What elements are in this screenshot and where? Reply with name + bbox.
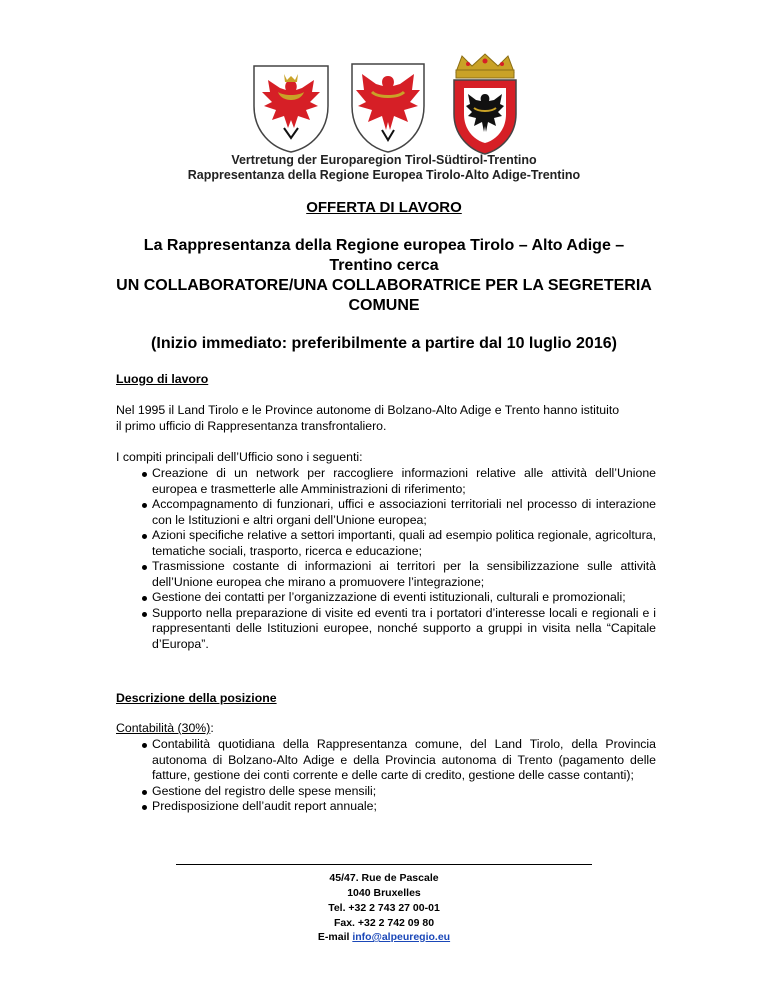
headline: [0, 236, 768, 316]
accounting-list: [116, 737, 656, 815]
list-item: Trasmissione costante di informazioni ai territori per la sensibilizzazione sulle attività dell’Unione europea che mirano a promuovere l’integrazione;: [116, 559, 656, 590]
trentino-eagle-crest-icon: [444, 52, 526, 156]
list-item: Accompagnamento di funzionari, uffici e associazioni territoriali nel processo di interazione con le Istituzioni e altri organi dell’Unione europea;: [116, 497, 656, 528]
tirol-eagle-crest-icon: [246, 62, 336, 154]
list-item: Contabilità quotidiana della Rappresentanza comune, del Land Tirolo, della Provincia autonoma di Bolzano-Alto Adige e della Provincia autonoma di Trento (pagamento delle fatture, gestione dei conti corrente e delle carte di credito, gestione delle casse contanti);: [116, 737, 656, 784]
headline-line: COMUNE: [348, 297, 420, 314]
bullet-icon: [142, 596, 147, 601]
headline-line: UN COLLABORATORE/UNA COLLABORATRICE PER LA SEGRETERIA: [116, 277, 652, 294]
bullet-icon: [142, 534, 147, 539]
headline-line: Trentino cerca: [329, 257, 439, 274]
list-item: Gestione del registro delle spese mensili;: [116, 784, 656, 800]
footer-email: E-mail info@alpeuregio.eu: [317, 931, 451, 943]
document-title: OFFERTA DI LAVORO: [306, 199, 462, 216]
footer-address: 45/47. Rue de Pascale: [329, 872, 439, 884]
footer-fax: Fax. +32 2 742 09 80: [333, 917, 435, 929]
bullet-icon: [142, 503, 147, 508]
bullet-icon: [142, 565, 147, 570]
intro-line: Nel 1995 il Land Tirolo e le Province autonome di Bolzano-Alto Adige e Trento hanno istituito: [116, 403, 620, 417]
headline-line: La Rappresentanza della Regione europea Tirolo – Alto Adige –: [143, 237, 625, 254]
org-name-italian: Rappresentanza della Regione Europea Tirolo-Alto Adige-Trentino: [187, 168, 581, 182]
tasks-intro: I compiti principali dell’Ufficio sono i seguenti:: [116, 450, 363, 464]
bullet-icon: [142, 805, 147, 810]
list-item: Creazione di un network per raccogliere informazioni relative alle attività dell’Unione europea e trasmetterle alle Amministrazioni di riferimento;: [116, 466, 656, 497]
email-link[interactable]: info@alpeuregio.eu: [352, 931, 451, 943]
org-name-german: Vertretung der Europaregion Tirol-Südtirol-Trentino: [231, 153, 537, 167]
list-item: Gestione dei contatti per l’organizzazione di eventi istituzionali, culturali e promozionali;: [116, 590, 656, 606]
tasks-list: [116, 466, 656, 652]
suedtirol-eagle-crest-icon: [348, 60, 428, 154]
bullet-icon: [142, 790, 147, 795]
intro-paragraph: [116, 403, 656, 434]
crest-row: [0, 52, 768, 152]
bullet-icon: [142, 743, 147, 748]
intro-line: il primo ufficio di Rappresentanza transfrontaliero.: [116, 418, 387, 433]
list-item: Azioni specifiche relative a settori importanti, quali ad esempio politica regionale, agricoltura, tematiche sociali, trasporto, ricerca e educazione;: [116, 528, 656, 559]
section-heading-luogo: Luogo di lavoro: [116, 372, 209, 386]
sub-heading-contabilita: Contabilità (30%):: [116, 721, 214, 735]
footer-tel: Tel. +32 2 743 27 00-01: [328, 902, 440, 914]
footer-divider: [176, 864, 592, 865]
footer-city: 1040 Bruxelles: [347, 887, 421, 899]
section-heading-descrizione: Descrizione della posizione: [116, 691, 277, 705]
bullet-icon: [142, 612, 147, 617]
start-date: (Inizio immediato: preferibilmente a partire dal 10 luglio 2016): [151, 335, 617, 352]
bullet-icon: [142, 472, 147, 477]
list-item: Predisposizione dell’audit report annuale;: [116, 799, 656, 815]
list-item: Supporto nella preparazione di visite ed eventi tra i portatori d’interesse locali e regionali e i rappresentanti delle Istituzioni europee, nonché supporto a gruppi in visita nella “Capitale d’Europa”.: [116, 606, 656, 653]
